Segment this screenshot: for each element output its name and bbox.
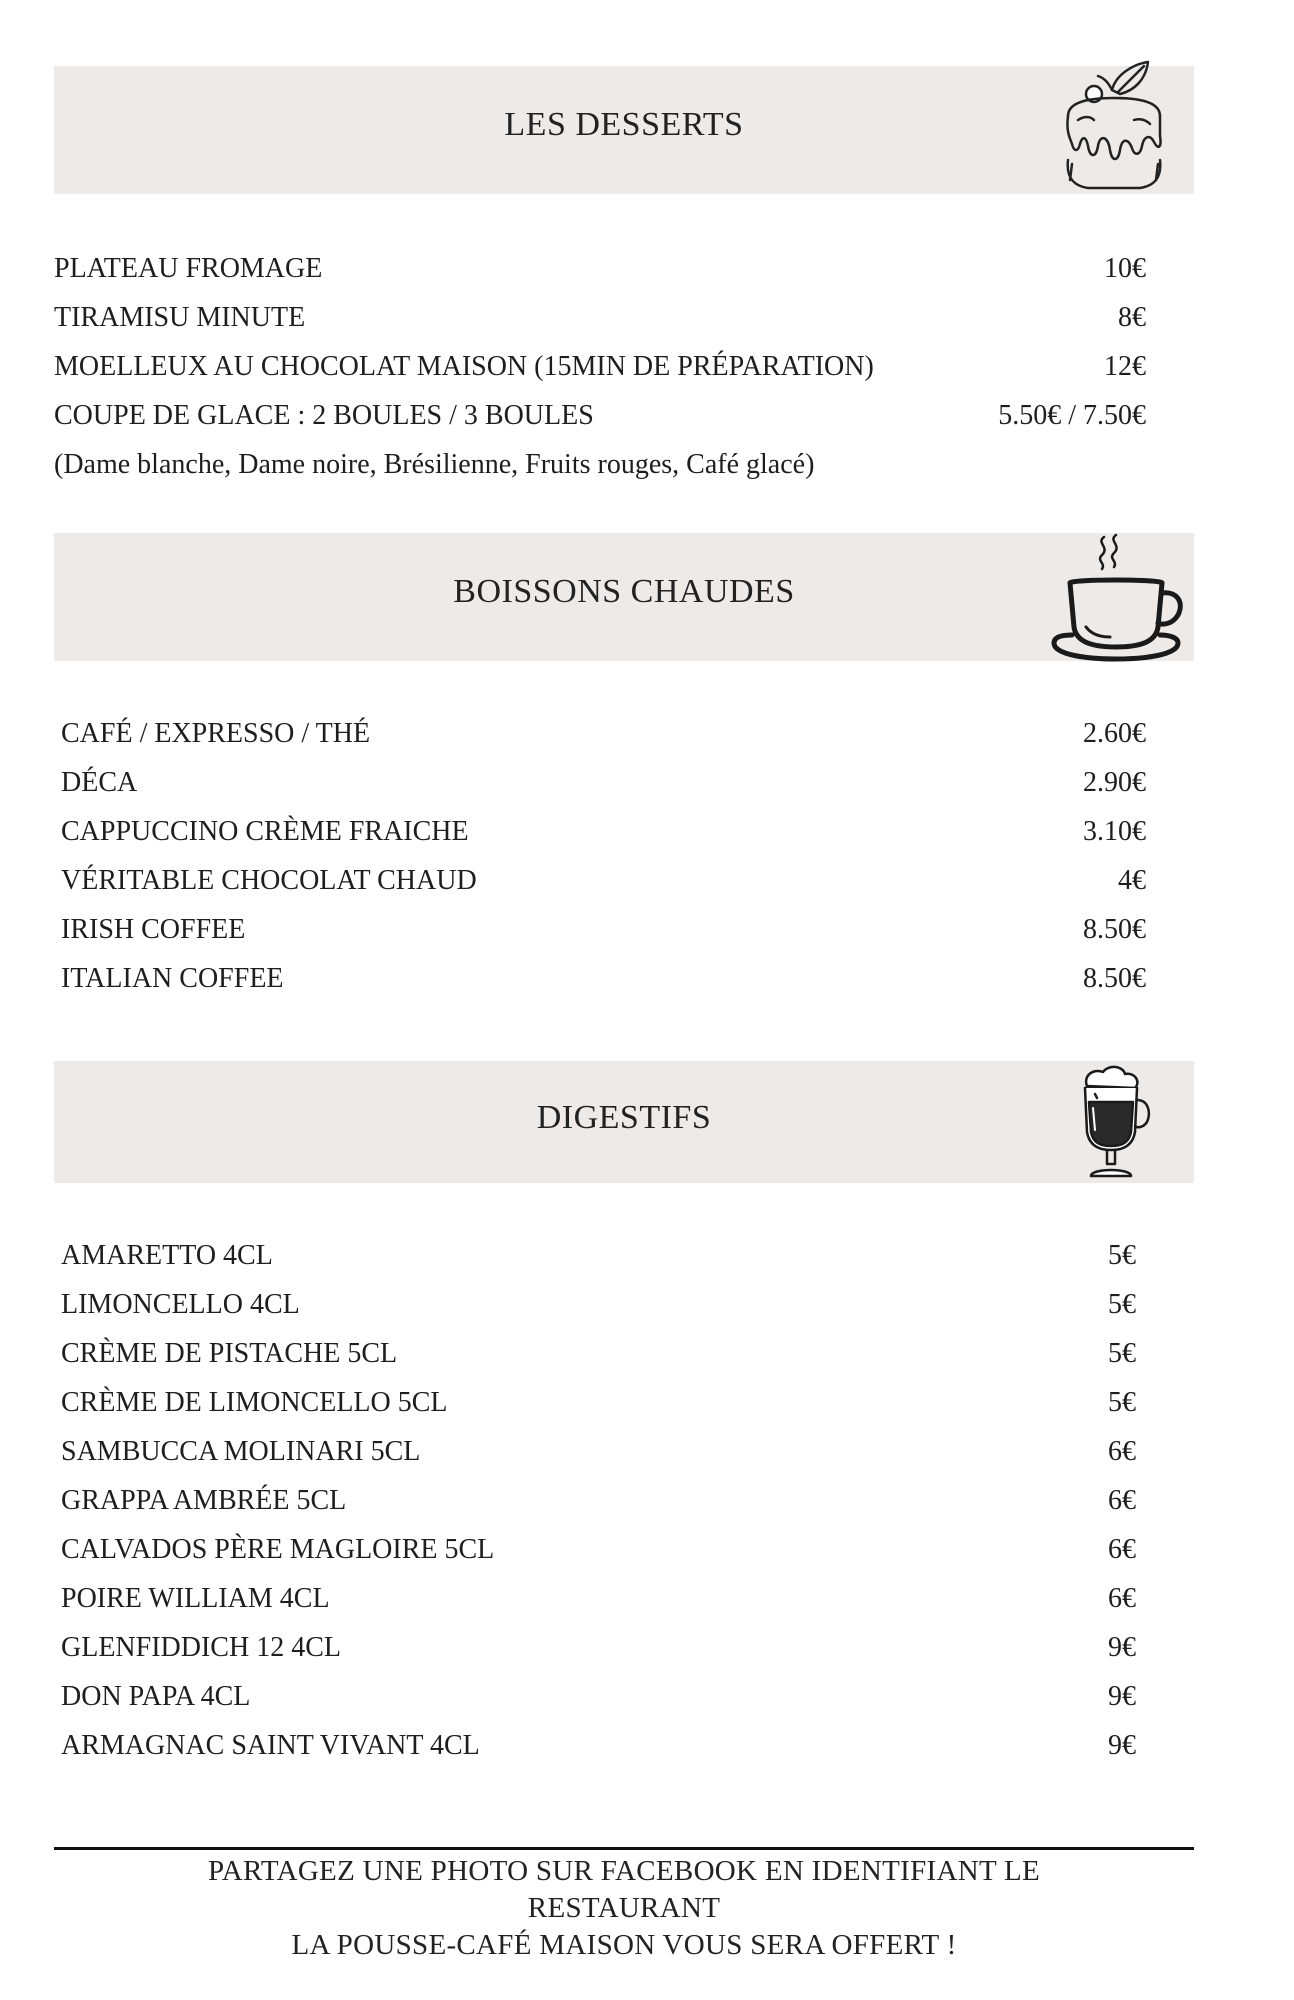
list-item xyxy=(61,1726,1136,1766)
item-name: PLATEAU FROMAGE xyxy=(54,253,323,284)
ice-cream-flavours-note: (Dame blanche, Dame noire, Brésilienne, Fruits rouges, Café glacé) xyxy=(54,449,815,480)
item-name: IRISH COFFEE xyxy=(61,914,246,945)
list-item xyxy=(61,1285,1136,1325)
section-title: LES DESSERTS xyxy=(504,106,744,143)
item-name: SAMBUCCA MOLINARI 5CL xyxy=(61,1436,421,1467)
item-price: 5€ xyxy=(1108,1240,1136,1271)
digestifs-header xyxy=(54,1061,1194,1183)
item-name: CAPPUCCINO CRÈME FRAICHE xyxy=(61,816,469,847)
cake-icon xyxy=(1054,60,1174,196)
item-price: 5.50€ / 7.50€ xyxy=(998,400,1146,431)
item-price: 8.50€ xyxy=(1083,963,1146,994)
list-item xyxy=(61,1628,1136,1668)
item-name: VÉRITABLE CHOCOLAT CHAUD xyxy=(61,865,477,896)
list-item xyxy=(61,1579,1136,1619)
item-price: 9€ xyxy=(1108,1730,1136,1761)
list-item xyxy=(61,1530,1136,1570)
desserts-header xyxy=(54,66,1194,194)
list-item xyxy=(61,1236,1136,1276)
footer-divider xyxy=(54,1847,1194,1850)
item-name: GLENFIDDICH 12 4CL xyxy=(61,1632,341,1663)
footer-line: LA POUSSE-CAFÉ MAISON VOUS SERA OFFERT ! xyxy=(291,1929,957,1961)
item-name: ARMAGNAC SAINT VIVANT 4CL xyxy=(61,1730,480,1761)
footer-line: RESTAURANT xyxy=(527,1892,721,1924)
section-title: BOISSONS CHAUDES xyxy=(453,573,795,610)
item-price: 3.10€ xyxy=(1083,816,1146,847)
item-name: TIRAMISU MINUTE xyxy=(54,302,306,333)
footer-line: PARTAGEZ UNE PHOTO SUR FACEBOOK EN IDENTIFIANT LE xyxy=(207,1855,1041,1887)
item-price: 6€ xyxy=(1108,1436,1136,1467)
item-name: CAFÉ / EXPRESSO / THÉ xyxy=(61,718,371,749)
item-name: CALVADOS PÈRE MAGLOIRE 5CL xyxy=(61,1534,495,1565)
item-name: LIMONCELLO 4CL xyxy=(61,1289,300,1320)
item-price: 6€ xyxy=(1108,1583,1136,1614)
list-item xyxy=(54,249,1146,289)
item-price: 9€ xyxy=(1108,1681,1136,1712)
item-price: 2.90€ xyxy=(1083,767,1146,798)
item-name: MOELLEUX AU CHOCOLAT MAISON (15MIN DE PRÉPARATION) xyxy=(54,351,874,382)
item-price: 6€ xyxy=(1108,1534,1136,1565)
item-name: CRÈME DE PISTACHE 5CL xyxy=(61,1338,398,1369)
item-price: 2.60€ xyxy=(1083,718,1146,749)
item-price: 8€ xyxy=(1118,302,1146,333)
item-price: 4€ xyxy=(1118,865,1146,896)
list-item xyxy=(61,1432,1136,1472)
item-name: DÉCA xyxy=(61,767,138,798)
item-price: 6€ xyxy=(1108,1485,1136,1516)
list-item xyxy=(54,298,1146,338)
list-item xyxy=(61,763,1146,803)
item-name: GRAPPA AMBRÉE 5CL xyxy=(61,1485,347,1516)
list-item xyxy=(61,1481,1136,1521)
list-item xyxy=(54,347,1146,387)
item-price: 5€ xyxy=(1108,1338,1136,1369)
item-name: COUPE DE GLACE : 2 BOULES / 3 BOULES xyxy=(54,400,594,431)
item-name: DON PAPA 4CL xyxy=(61,1681,251,1712)
list-item xyxy=(54,396,1146,436)
list-item xyxy=(61,1677,1136,1717)
list-item xyxy=(61,714,1146,754)
coffee-cup-icon xyxy=(1044,531,1184,663)
item-price: 5€ xyxy=(1108,1387,1136,1418)
item-price: 8.50€ xyxy=(1083,914,1146,945)
item-price: 5€ xyxy=(1108,1289,1136,1320)
item-name: ITALIAN COFFEE xyxy=(61,963,284,994)
footer-message xyxy=(54,1853,1194,1964)
item-name: CRÈME DE LIMONCELLO 5CL xyxy=(61,1387,448,1418)
item-price: 12€ xyxy=(1104,351,1146,382)
item-price: 9€ xyxy=(1108,1632,1136,1663)
item-name: AMARETTO 4CL xyxy=(61,1240,273,1271)
section-title: DIGESTIFS xyxy=(536,1099,712,1136)
irish-coffee-glass-icon xyxy=(1073,1064,1153,1182)
item-name: POIRE WILLIAM 4CL xyxy=(61,1583,330,1614)
list-item xyxy=(61,861,1146,901)
list-item xyxy=(61,959,1146,999)
item-price: 10€ xyxy=(1104,253,1146,284)
list-item xyxy=(61,1334,1136,1374)
list-item xyxy=(61,812,1146,852)
hot-drinks-header xyxy=(54,533,1194,661)
list-item xyxy=(61,1383,1136,1423)
list-item xyxy=(61,910,1146,950)
